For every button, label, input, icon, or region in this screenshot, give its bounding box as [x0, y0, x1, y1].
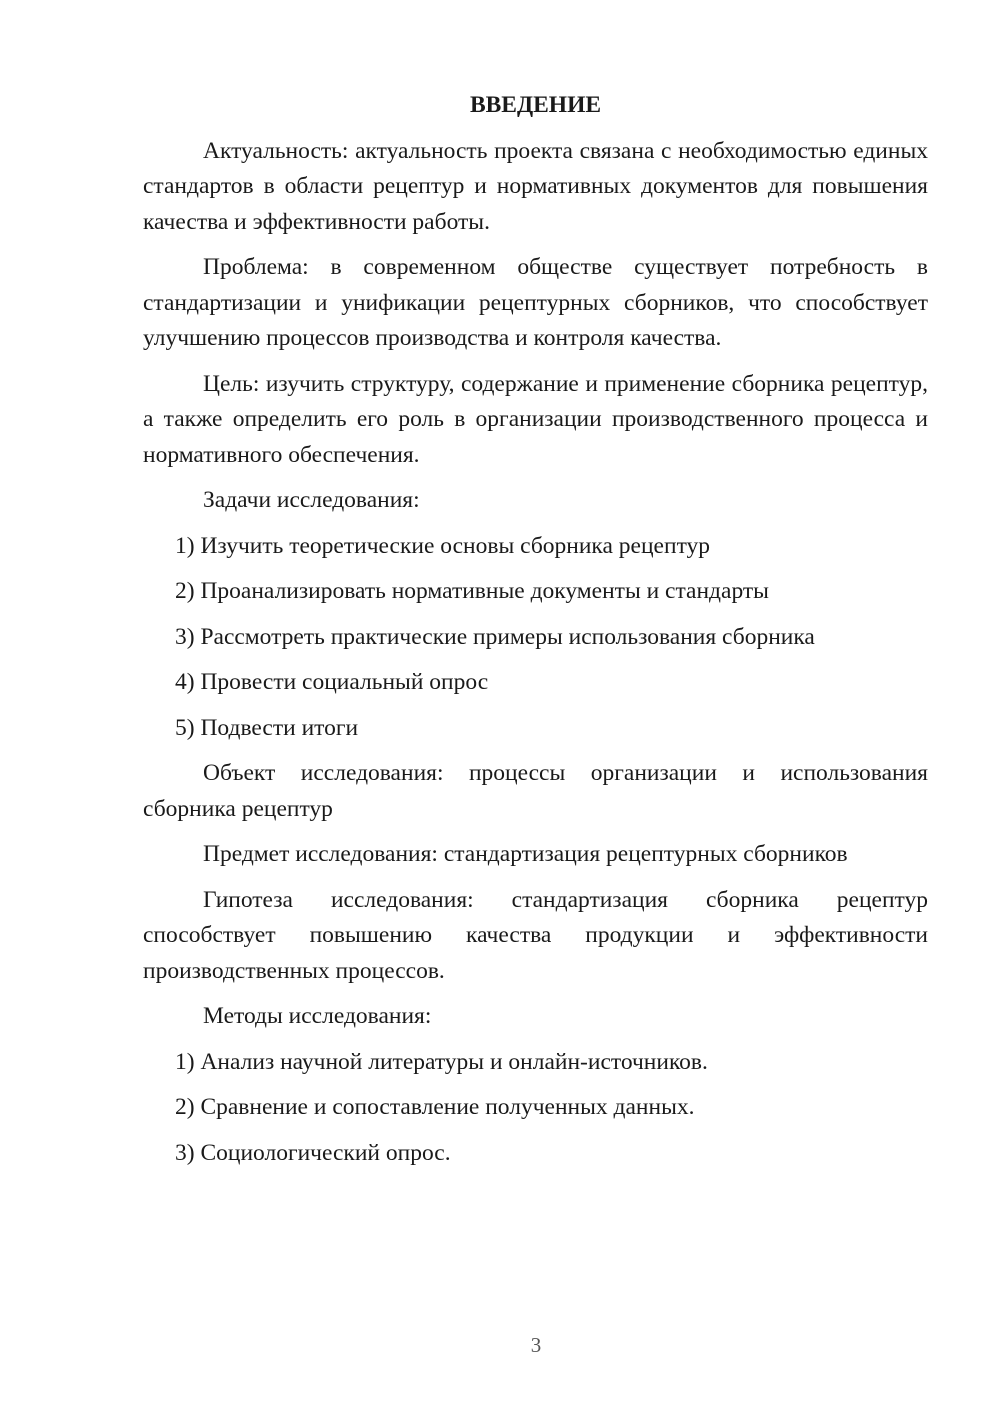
page-title: ВВЕДЕНИЕ [469, 92, 602, 118]
hypothesis-paragraph: Гипотеза исследования: стандартизация сборника рецептур способствует повышению качества продукции и эффективности производственных процессов. [143, 886, 928, 984]
method-item: 2) Сравнение и сопоставление полученных данных. [175, 1094, 695, 1120]
task-item: 4) Провести социальный опрос [175, 669, 489, 695]
problem-paragraph: Проблема: в современном обществе существует потребность в стандартизации и унификации рецептурных сборников, что способствует улучшению процессов производства и контроля качества. [143, 254, 928, 351]
method-item: 3) Социологический опрос. [175, 1139, 451, 1166]
page-content [143, 88, 928, 1181]
method-item: 1) Анализ научной литературы и онлайн-источников. [175, 1048, 708, 1075]
tasks-heading: Задачи исследования: [203, 487, 420, 513]
goal-paragraph: Цель: изучить структуру, содержание и применение сборника рецептур, а также определить его роль в организации производственного процесса и нормативного обеспечения. [143, 370, 928, 468]
relevance-paragraph: Актуальность: актуальность проекта связана с необходимостью единых стандартов в области рецептур и нормативных документов для повышения качества и эффективности работы. [143, 137, 928, 235]
object-paragraph: Объект исследования: процессы организации и использования сборника рецептур [143, 760, 928, 822]
task-item: 1) Изучить теоретические основы сборника рецептур [175, 532, 711, 559]
task-item: 2) Проанализировать нормативные документы и стандарты [175, 578, 769, 604]
methods-heading: Методы исследования: [203, 1003, 432, 1029]
task-item: 5) Подвести итоги [175, 714, 359, 741]
page-number: 3 [530, 1333, 542, 1357]
task-item: 3) Рассмотреть практические примеры использования сборника [175, 623, 815, 650]
subject-paragraph: Предмет исследования: стандартизация рецептурных сборников [203, 841, 848, 867]
